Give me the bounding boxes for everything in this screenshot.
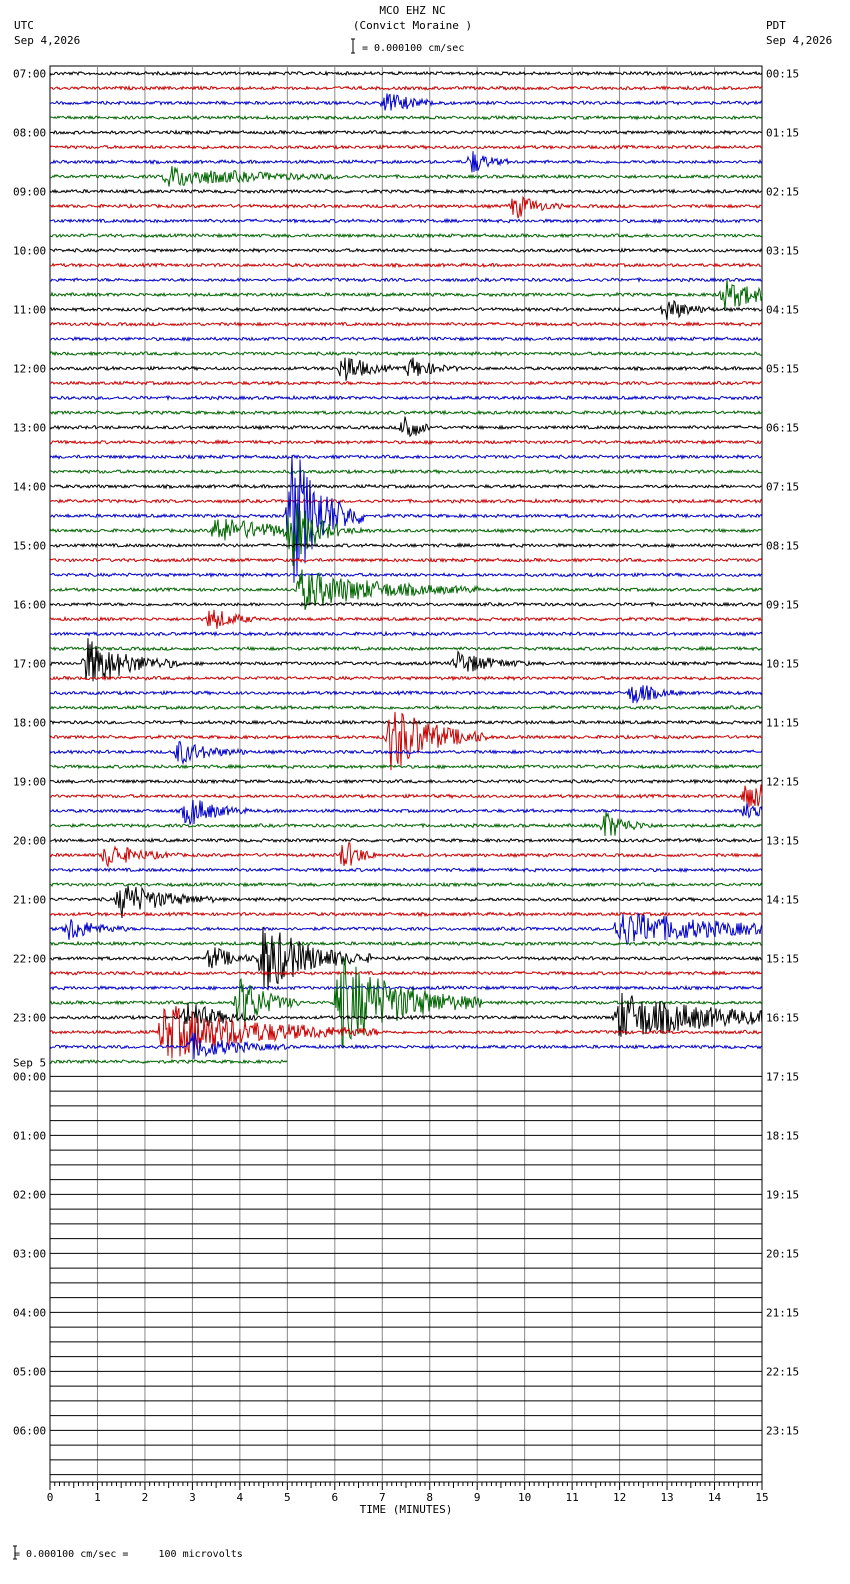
plot-frame: [50, 66, 762, 1482]
pdt-hour-label: 16:15: [766, 1011, 800, 1025]
x-tick-label: 7: [378, 1491, 386, 1504]
x-tick-label: 5: [284, 1491, 291, 1504]
pdt-hour-label: 23:15: [766, 1424, 800, 1438]
right-timezone-label: PDT: [766, 19, 786, 32]
seismic-trace-row: [50, 485, 762, 489]
seismic-trace-row: [50, 913, 762, 944]
utc-hour-label: 05:00: [13, 1365, 47, 1379]
seismic-trace-row: [50, 263, 762, 267]
seismic-trace-row: [50, 358, 762, 381]
seismic-trace-row: [50, 131, 762, 134]
utc-hour-label: 06:00: [13, 1424, 47, 1438]
pdt-hour-label: 14:15: [766, 893, 800, 907]
seismic-trace-row: [50, 603, 762, 607]
seismic-trace-row: [50, 868, 762, 872]
footer-scale-bar-icon: [13, 1546, 17, 1559]
left-date-label: Sep 4,2026: [14, 34, 81, 47]
pdt-hour-label: 20:15: [766, 1247, 800, 1261]
seismic-trace-row: [50, 417, 762, 437]
utc-hour-label: 10:00: [13, 244, 47, 258]
seismic-trace-row: [50, 785, 762, 808]
pdt-hour-label: 00:15: [766, 67, 800, 81]
utc-hour-label: 13:00: [13, 421, 47, 435]
seismic-trace-row: [50, 145, 762, 149]
utc-hour-label: 09:00: [13, 185, 47, 199]
utc-hour-label: 22:00: [13, 952, 47, 966]
pdt-hour-label: 13:15: [766, 834, 800, 848]
seismic-trace-row: [50, 721, 762, 725]
utc-hour-label: 21:00: [13, 893, 47, 907]
scale-label: = 0.000100 cm/sec: [362, 43, 465, 54]
seismic-trace-row: [50, 647, 762, 651]
seismic-trace-row: [50, 503, 762, 566]
seismic-trace-row: [50, 993, 762, 1037]
seismic-trace-row: [50, 912, 762, 916]
seismic-trace-row: [50, 411, 762, 415]
seismic-trace-row: [50, 72, 762, 75]
pdt-hour-label: 21:15: [766, 1306, 800, 1320]
x-tick-label: 12: [612, 1491, 627, 1504]
pdt-hour-label: 01:15: [766, 126, 800, 140]
seismic-trace-row: [50, 706, 762, 710]
seismic-trace-row: [50, 86, 762, 90]
x-tick-label: 8: [426, 1491, 434, 1504]
pdt-hour-label: 15:15: [766, 952, 800, 966]
seismic-trace-row: [50, 278, 762, 282]
seismic-trace-row: [50, 234, 762, 237]
seismic-trace-row: [50, 632, 762, 635]
seismic-trace-row: [50, 455, 762, 458]
seismic-trace-row: [50, 396, 762, 400]
pdt-hour-label: 03:15: [766, 244, 800, 258]
seismic-trace-row: [50, 352, 762, 356]
utc-hour-label: 07:00: [13, 67, 47, 81]
seismic-trace-row: [50, 337, 762, 341]
x-tick-label: 6: [331, 1491, 339, 1504]
pdt-hour-label: 02:15: [766, 185, 800, 199]
x-tick-label: 0: [46, 1491, 54, 1504]
seismic-trace-row: [50, 544, 762, 548]
seismic-trace-row: [50, 197, 762, 218]
x-tick-label: 11: [565, 1491, 579, 1504]
seismic-trace-row: [50, 499, 762, 503]
pdt-hour-label: 11:15: [766, 716, 800, 730]
utc-hour-label: 12:00: [13, 362, 47, 376]
footer-scale-label: = 0.000100 cm/sec = 100 microvolts: [14, 1549, 243, 1560]
seismic-trace-row: [50, 190, 762, 193]
utc-hour-label: 16:00: [13, 598, 47, 612]
seismic-trace-row: [50, 219, 762, 223]
x-tick-label: 1: [94, 1491, 101, 1504]
pdt-hour-label: 08:15: [766, 539, 800, 553]
utc-hour-label: 11:00: [13, 303, 47, 317]
pdt-hour-label: 07:15: [766, 480, 800, 494]
seismic-trace-row: [50, 1033, 762, 1060]
x-axis-label: TIME (MINUTES): [359, 1503, 453, 1516]
seismic-trace-row: [50, 151, 762, 172]
seismic-trace-row: [50, 440, 762, 444]
pdt-hour-label: 12:15: [766, 775, 800, 789]
seismic-trace-row: [50, 455, 762, 583]
seismic-trace-row: [50, 800, 762, 824]
utc-hour-label: 00:00: [13, 1070, 47, 1084]
utc-hour-label: 19:00: [13, 775, 47, 789]
seismic-trace-row: [50, 558, 762, 561]
seismic-trace-row: [50, 765, 762, 769]
seismic-trace-row: [50, 942, 762, 945]
seismic-trace-row: [50, 971, 762, 975]
seismic-trace-row: [50, 280, 762, 310]
utc-hour-label: 14:00: [13, 480, 47, 494]
left-timezone-label: UTC: [14, 19, 34, 32]
seismic-trace-row: [50, 381, 762, 385]
seismic-trace-row: [50, 322, 762, 326]
pdt-hour-label: 10:15: [766, 657, 800, 671]
utc-hour-label: 23:00: [13, 1011, 47, 1025]
seismic-trace-row: [50, 839, 762, 842]
seismic-trace-row: [50, 166, 762, 187]
seismic-trace-row: [50, 780, 762, 783]
station-location: (Convict Moraine ): [352, 19, 473, 32]
utc-hour-label: 01:00: [13, 1129, 47, 1143]
seismic-trace-row: [50, 470, 762, 474]
x-tick-label: 2: [141, 1491, 149, 1504]
pdt-hour-label: 05:15: [766, 362, 800, 376]
utc-hour-label: 18:00: [13, 716, 47, 730]
station-title: MCO EHZ NC: [379, 4, 446, 17]
seismic-trace-row: [50, 249, 762, 252]
utc-hour-label: 02:00: [13, 1188, 47, 1202]
x-tick-label: 13: [660, 1491, 674, 1504]
pdt-hour-label: 18:15: [766, 1129, 800, 1143]
seismic-trace-row: [50, 927, 762, 990]
x-tick-label: 4: [236, 1491, 244, 1504]
x-tick-label: 3: [189, 1491, 196, 1504]
utc-hour-label: 08:00: [13, 126, 47, 140]
pdt-hour-label: 22:15: [766, 1365, 800, 1379]
seismic-trace-row: [50, 1060, 287, 1063]
seismic-trace-row: [50, 986, 762, 990]
seismic-trace-row: [50, 883, 762, 886]
seismic-trace-row: [50, 116, 762, 119]
seismic-trace-row: [50, 812, 762, 836]
x-tick-label: 14: [707, 1491, 722, 1504]
pdt-hour-label: 09:15: [766, 598, 800, 612]
x-tick-label: 10: [518, 1491, 532, 1504]
x-tick-label: 15: [755, 1491, 769, 1504]
seismic-trace-row: [50, 842, 762, 866]
utc-hour-label: 17:00: [13, 657, 47, 671]
utc-hour-label: 03:00: [13, 1247, 47, 1261]
utc-hour-label: 15:00: [13, 539, 47, 553]
seismic-trace-row: [50, 676, 762, 680]
seismic-trace-row: [50, 573, 762, 576]
right-date-label: Sep 4,2026: [766, 34, 833, 47]
seismic-trace-row: [50, 742, 762, 764]
pdt-hour-label: 17:15: [766, 1070, 800, 1084]
scale-bar-icon: [351, 39, 355, 53]
pdt-hour-label: 06:15: [766, 421, 800, 435]
seismic-trace-row: [50, 301, 762, 320]
pdt-hour-label: 04:15: [766, 303, 800, 317]
seismic-trace-row: [50, 638, 762, 681]
seismic-trace-row: [50, 93, 762, 110]
seismic-trace-row: [50, 958, 762, 1047]
pdt-hour-label: 19:15: [766, 1188, 800, 1202]
x-tick-label: 9: [473, 1491, 481, 1504]
date-change-label: Sep 5: [13, 1056, 47, 1070]
utc-hour-label: 04:00: [13, 1306, 47, 1320]
seismic-trace-row: [50, 685, 762, 703]
seismic-trace-row: [50, 610, 762, 629]
utc-hour-label: 20:00: [13, 834, 47, 848]
